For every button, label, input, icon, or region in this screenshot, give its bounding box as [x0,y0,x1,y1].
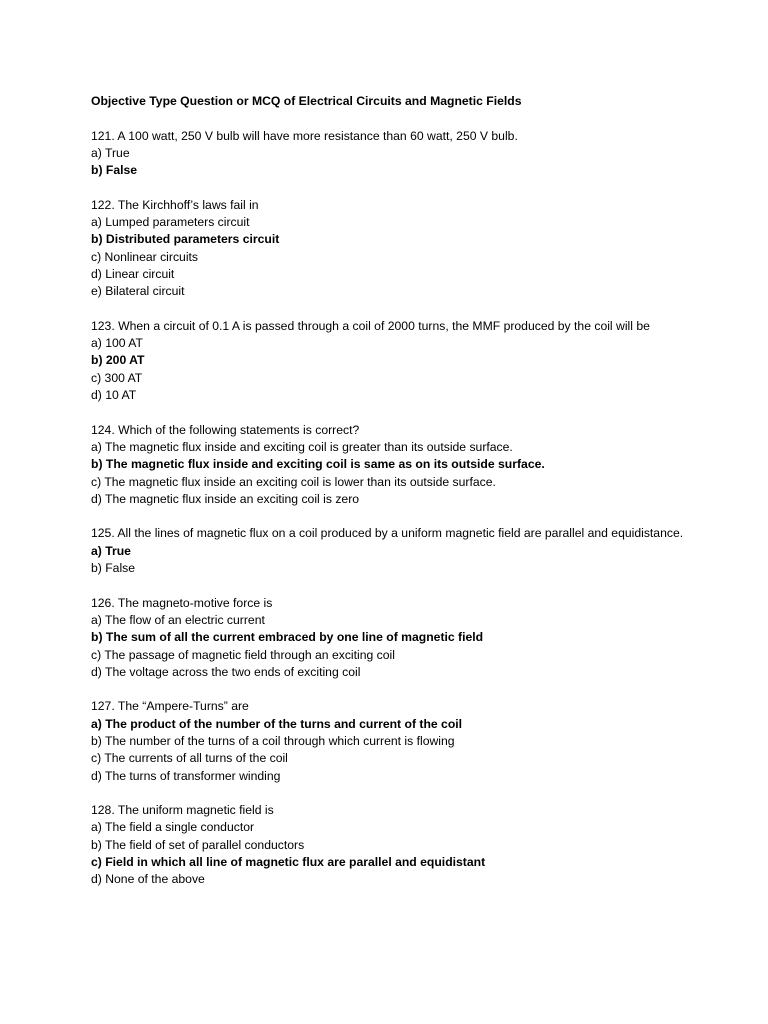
answer-option: a) The flow of an electric current [91,612,265,627]
answer-option: b) Distributed parameters circuit [91,232,280,247]
answer-option: d) The voltage across the two ends of exciting coil [91,664,361,679]
question-text: 128. The uniform magnetic field is [91,803,274,818]
answer-option: d) Linear circuit [91,266,175,281]
question-text: 127. The “Ampere-Turns” are [91,699,249,714]
answer-option: a) Lumped parameters circuit [91,215,250,230]
answer-option: b) 200 AT [91,353,145,368]
question-text: 124. Which of the following statements is correct? [91,422,360,437]
answer-option: c) 300 AT [91,370,143,385]
question-text: 123. When a circuit of 0.1 A is passed through a coil of 2000 turns, the MMF produced by the coil will be [91,318,650,333]
question-121 [91,128,701,180]
answer-option: c) The magnetic flux inside an exciting coil is lower than its outside surface. [91,474,496,489]
answer-option: d) None of the above [91,872,205,887]
answer-option: d) The magnetic flux inside an exciting coil is zero [91,491,360,506]
question-125 [91,525,701,577]
answer-option: b) The field of set of parallel conductors [91,837,305,852]
answer-option: c) The passage of magnetic field through an exciting coil [91,647,395,662]
question-text: 126. The magneto-motive force is [91,595,273,610]
answer-option: d) The turns of transformer winding [91,768,281,783]
answer-option: c) The currents of all turns of the coil [91,751,288,766]
document-body [91,93,701,906]
answer-option: a) True [91,543,131,558]
answer-option: c) Nonlinear circuits [91,249,199,264]
document-title: Objective Type Question or MCQ of Electrical Circuits and Magnetic Fields [91,94,522,108]
question-126 [91,595,701,681]
answer-option: a) The field a single conductor [91,820,255,835]
answer-option: b) The magnetic flux inside and exciting coil is same as on its outside surface. [91,457,545,472]
answer-option: a) The magnetic flux inside and exciting coil is greater than its outside surface. [91,439,513,454]
answer-option: a) 100 AT [91,336,143,351]
answer-option: a) True [91,145,130,160]
question-text: 121. A 100 watt, 250 V bulb will have more resistance than 60 watt, 250 V bulb. [91,128,518,143]
answer-option: b) False [91,163,138,178]
question-122 [91,197,701,301]
answer-option: b) False [91,561,136,576]
answer-option: a) The product of the number of the turns and current of the coil [91,716,463,731]
answer-option: b) The number of the turns of a coil through which current is flowing [91,733,455,748]
answer-option: c) Field in which all line of magnetic flux are parallel and equidistant [91,855,486,870]
answer-option: d) 10 AT [91,388,137,403]
question-text: 125. All the lines of magnetic flux on a coil produced by a uniform magnetic field are parallel and equidistance. [91,526,684,541]
question-127 [91,698,701,784]
answer-option: b) The sum of all the current embraced by one line of magnetic field [91,630,484,645]
question-128 [91,802,701,888]
question-124 [91,422,701,508]
question-123 [91,318,701,404]
question-text: 122. The Kirchhoff’s laws fail in [91,197,259,212]
answer-option: e) Bilateral circuit [91,284,185,299]
